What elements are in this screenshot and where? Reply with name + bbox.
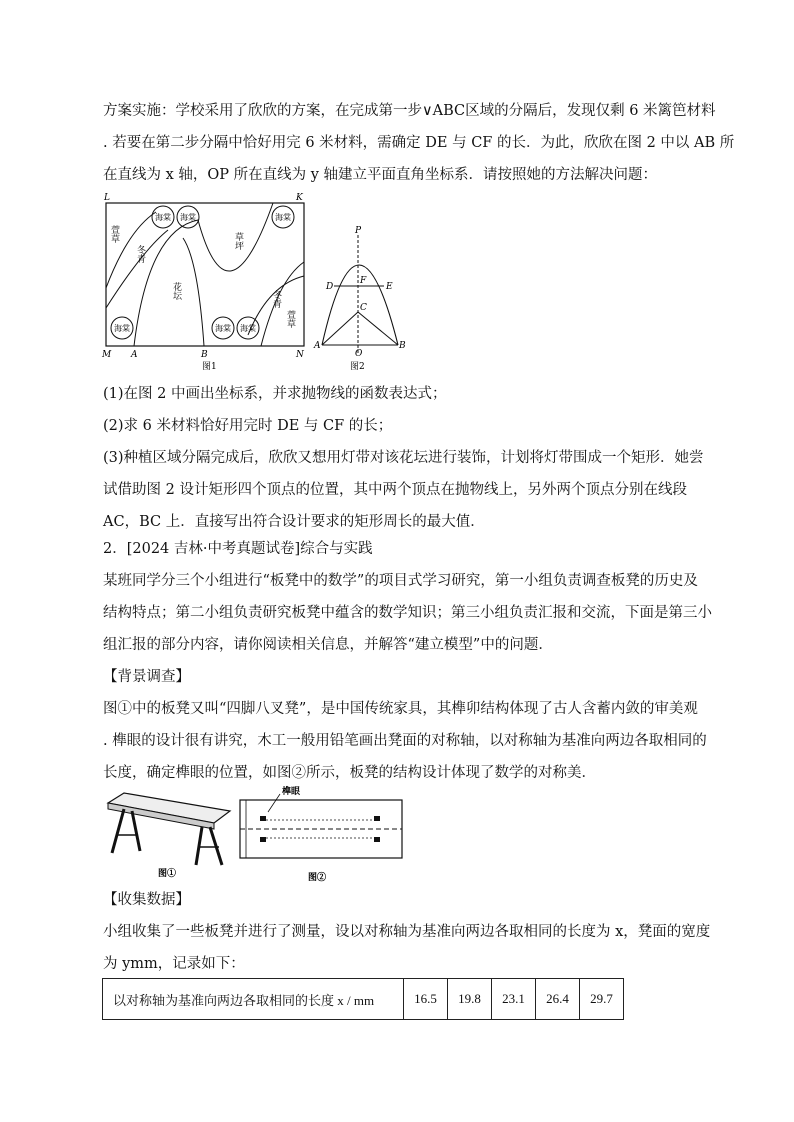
- table-cell: 26.4: [536, 979, 580, 1020]
- bench-illustration: [104, 785, 234, 880]
- figure-bench-caption: 图①: [158, 869, 177, 879]
- bench-top-view-diagram: [236, 782, 406, 884]
- point-P: P: [355, 226, 362, 236]
- label-dongqing-left: 冬青: [135, 245, 145, 263]
- bench-leg-3: [196, 827, 202, 865]
- mortise-hole-3: [374, 816, 380, 821]
- mortise-label: 榫眼: [282, 787, 301, 797]
- table-cell: 29.7: [580, 979, 624, 1020]
- point-O: O: [355, 349, 363, 359]
- table-cell: 19.8: [448, 979, 492, 1020]
- intro-line-2: . 若要在第二步分隔中恰好用完 6 米材料，需确定 DE 与 CF 的长．为此，欣欣在图 2 中以 AB 所: [103, 135, 735, 151]
- table-cell: 16.5: [404, 979, 448, 1020]
- collect-data-block: [103, 884, 711, 980]
- point-A-fig1: A: [131, 350, 138, 360]
- question-3-line-3: AC，BC 上．直接写出符合设计要求的矩形周长的最大值．: [103, 514, 485, 530]
- point-B-fig2: B: [399, 341, 406, 351]
- problem-2-block: [103, 533, 712, 789]
- corner-K: K: [296, 193, 303, 203]
- question-1: (1)在图 2 中画出坐标系，并求抛物线的函数表达式；: [103, 386, 447, 402]
- point-E: E: [386, 282, 393, 292]
- measurement-table: [102, 978, 624, 1020]
- figure-1-caption: 图1: [202, 362, 217, 372]
- label-haitang-2: 海棠: [180, 213, 196, 222]
- label-dongqing-right: 冬青: [271, 290, 281, 308]
- intro-paragraph: [103, 95, 735, 191]
- bench-leg-2: [132, 811, 140, 851]
- table-cell: 23.1: [492, 979, 536, 1020]
- strip-curve-right-1: [261, 262, 304, 346]
- mortise-hole-2: [260, 837, 266, 842]
- intro-line-1: 方案实施：学校采用了欣欣的方案，在完成第一步∨ABC区域的分隔后，发现仅剩 6 米篱笆材料: [103, 103, 716, 119]
- question-2: (2)求 6 米材料恰好用完时 DE 与 CF 的长；: [103, 418, 393, 434]
- section-collect-heading: 【收集数据】: [103, 892, 190, 908]
- problem-2-line-3: 组汇报的部分内容，请你阅读相关信息，并解答“建立模型”中的问题．: [103, 637, 553, 653]
- background-line-2: . 榫眼的设计很有讲究，木工一般用铅笔画出凳面的对称轴，以对称轴为基准向两边各取相同的: [103, 733, 707, 749]
- bench-leg-4: [210, 827, 222, 865]
- collect-line-1: 小组收集了一些板凳并进行了测量，设以对称轴为基准向两边各取相同的长度为 x，凳面的宽度: [103, 924, 711, 940]
- figure-topview-caption: 图②: [308, 873, 327, 883]
- background-line-1: 图①中的板凳又叫“四脚八叉凳”，是中国传统家具，其榫卯结构体现了古人含蓄内敛的审美观: [103, 701, 698, 717]
- mortise-hole-1: [260, 816, 266, 821]
- problem-2-line-2: 结构特点；第二小组负责研究板凳中蕴含的数学知识；第三小组负责汇报和交流，下面是第三小: [103, 605, 712, 621]
- figure-1-garden-diagram: [98, 190, 310, 372]
- point-A-fig2: A: [314, 341, 321, 351]
- corner-N: N: [296, 350, 304, 360]
- point-F: F: [360, 276, 367, 286]
- bench-leg-1: [112, 809, 124, 853]
- background-line-3: 长度，确定榫眼的位置，如图②所示，板凳的结构设计体现了数学的对称美．: [103, 765, 596, 781]
- label-caoping: 草坪: [233, 232, 243, 250]
- figure-2-caption: 图2: [350, 362, 365, 372]
- problem-2-header: 2．[2024 吉林·中考真题试卷]综合与实践: [103, 541, 373, 557]
- label-haitang-5: 海棠: [215, 324, 231, 333]
- collect-line-2: 为 ymm，记录如下：: [103, 956, 245, 972]
- label-haitang-4: 海棠: [114, 324, 130, 333]
- label-huatan: 花坛: [171, 282, 181, 300]
- question-3-line-1: (3)种植区域分隔完成后，欣欣又想用灯带对该花坛进行装饰，计划将灯带围成一个矩形．她尝: [103, 450, 704, 466]
- figure-2-parabola-diagram: [310, 222, 410, 372]
- label-haitang-6: 海棠: [240, 324, 256, 333]
- point-C: C: [360, 303, 367, 313]
- question-3-line-2: 试借助图 2 设计矩形四个顶点的位置，其中两个顶点在抛物线上，另外两个顶点分别在线段: [103, 482, 687, 498]
- questions-block: [103, 378, 703, 538]
- segment-AC: [322, 312, 358, 345]
- table-row: [103, 979, 624, 1020]
- corner-M: M: [102, 350, 112, 360]
- label-haitang-3: 海棠: [275, 213, 291, 222]
- label-xuancao-right: 萱草: [285, 310, 295, 328]
- label-xuancao-left: 萱草: [109, 225, 119, 243]
- intro-line-3: 在直线为 x 轴，OP 所在直线为 y 轴建立平面直角坐标系．请按照她的方法解决问题：: [103, 167, 658, 183]
- point-B-fig1: B: [201, 350, 208, 360]
- segment-BC: [358, 312, 398, 345]
- table-row-header: 以对称轴为基准向两边各取相同的长度 x / mm: [103, 979, 404, 1020]
- section-background-heading: 【背景调查】: [103, 669, 190, 685]
- corner-L: L: [104, 193, 110, 203]
- label-haitang-1: 海棠: [155, 213, 171, 222]
- flowerbed-curve-2: [183, 238, 204, 346]
- mortise-leader-line: [268, 794, 280, 812]
- problem-2-line-1: 某班同学分三个小组进行“板凳中的数学”的项目式学习研究，第一小组负责调查板凳的历史及: [103, 573, 698, 589]
- point-D: D: [326, 282, 334, 292]
- mortise-hole-4: [374, 837, 380, 842]
